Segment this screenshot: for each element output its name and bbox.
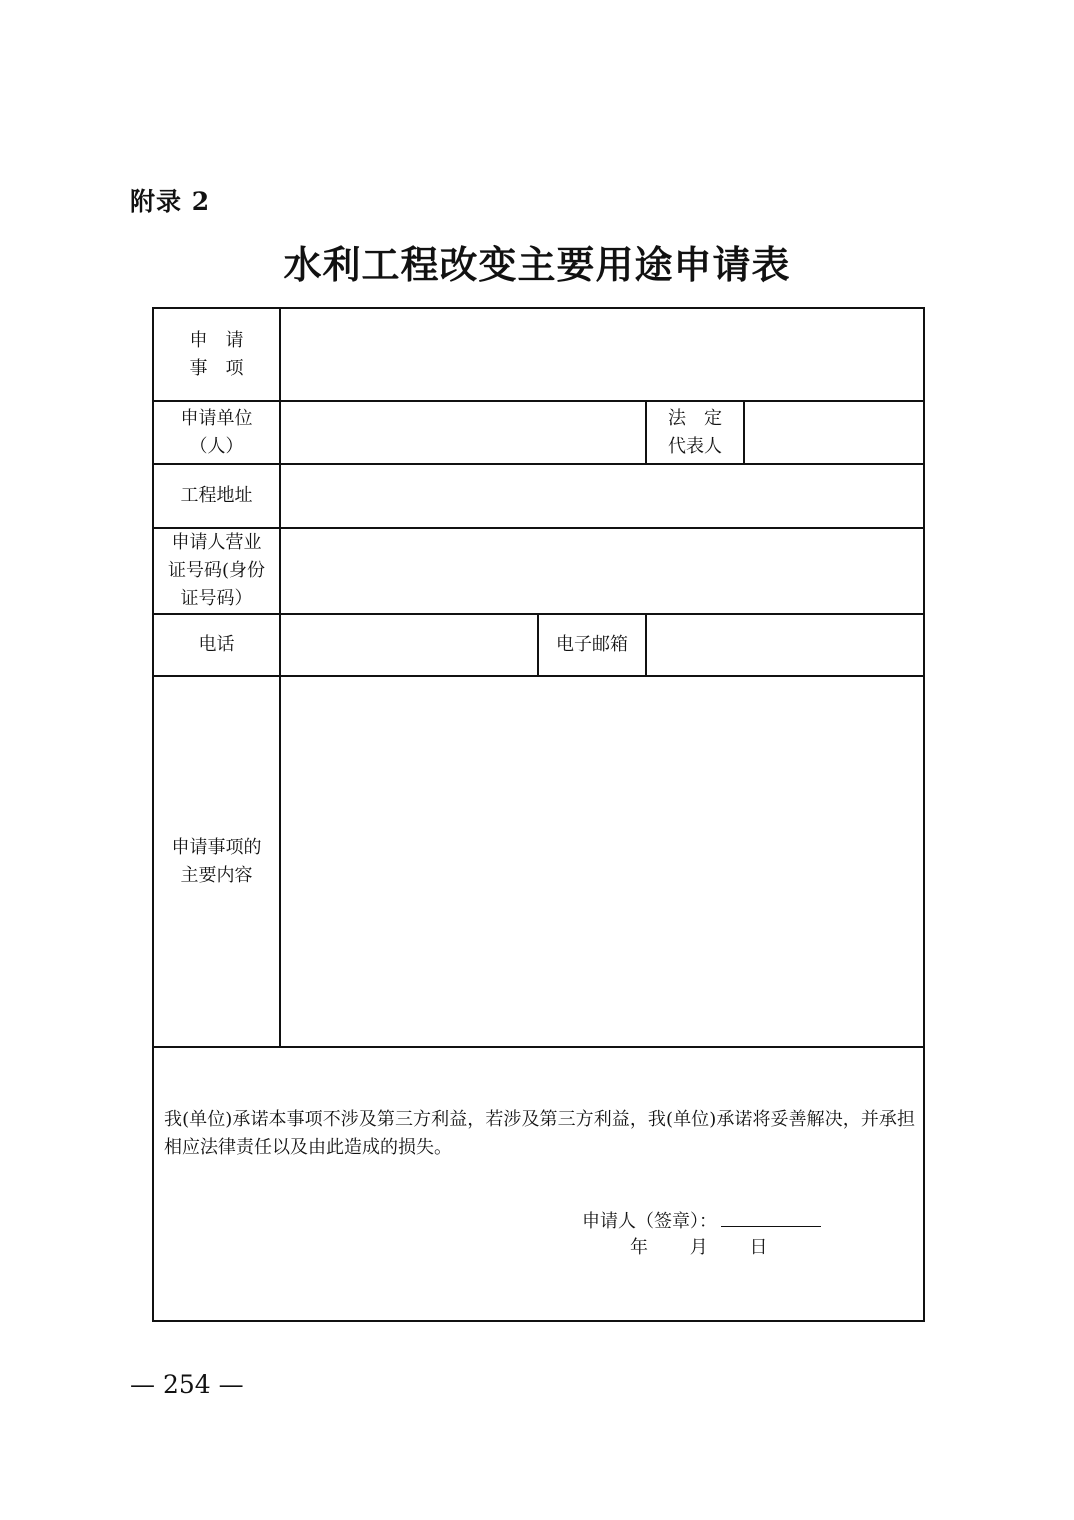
label-line: 申请单位 <box>180 407 253 429</box>
label-application-item <box>153 308 280 401</box>
label-license-number <box>153 528 280 614</box>
label-line: 事 项 <box>189 357 244 379</box>
pledge-text: 我(单位)承诺本事项不涉及第三方利益，若涉及第三方利益，我(单位)承诺将妥善解决，并承担相应法律责任以及由此造成的损失。 <box>164 1109 915 1158</box>
row-applicant <box>153 401 924 464</box>
field-project-address[interactable] <box>280 464 924 528</box>
label-line: 主要内容 <box>180 864 253 886</box>
row-pledge <box>153 1047 924 1321</box>
label-line: 证号码(身份 <box>167 560 266 581</box>
signature-line <box>582 1206 821 1236</box>
label-line: 法 定 <box>668 407 722 429</box>
date-day[interactable]: 日 <box>749 1237 768 1258</box>
label-applicant <box>153 401 280 464</box>
label-project-address: 工程地址 <box>153 464 280 528</box>
field-main-content[interactable] <box>280 676 924 1047</box>
row-contact <box>153 614 924 676</box>
row-main-content <box>153 676 924 1047</box>
date-year[interactable]: 年 <box>630 1237 648 1258</box>
label-legal-representative <box>646 401 744 464</box>
row-application-item <box>153 308 924 401</box>
label-line: 申请人营业 <box>171 532 262 553</box>
date-month[interactable]: 月 <box>689 1237 708 1258</box>
label-line: 代表人 <box>668 435 722 457</box>
label-line: 申 请 <box>189 329 244 351</box>
date-line <box>630 1234 803 1262</box>
label-line: （人） <box>189 435 244 457</box>
row-license-number <box>153 528 924 614</box>
signature-field[interactable] <box>721 1206 821 1227</box>
label-line: 证号码） <box>180 588 253 609</box>
label-line: 申请事项的 <box>171 836 262 858</box>
page-number: — 254 — <box>130 1370 244 1399</box>
appendix-label: 附录 2 <box>130 187 211 216</box>
signature-label: 申请人（签章）： <box>582 1211 717 1232</box>
pledge-cell <box>153 1047 924 1321</box>
field-email[interactable] <box>646 614 924 676</box>
label-main-content <box>153 676 280 1047</box>
label-email: 电子邮箱 <box>538 614 646 676</box>
field-license-number[interactable] <box>280 528 924 614</box>
field-phone[interactable] <box>280 614 538 676</box>
row-project-address <box>153 464 924 528</box>
field-application-item[interactable] <box>280 308 924 401</box>
field-legal-representative[interactable] <box>744 401 924 464</box>
label-phone: 电话 <box>153 614 280 676</box>
application-form-table <box>152 307 925 1322</box>
field-applicant[interactable] <box>280 401 646 464</box>
form-title: 水利工程改变主要用途申请表 <box>283 242 791 287</box>
